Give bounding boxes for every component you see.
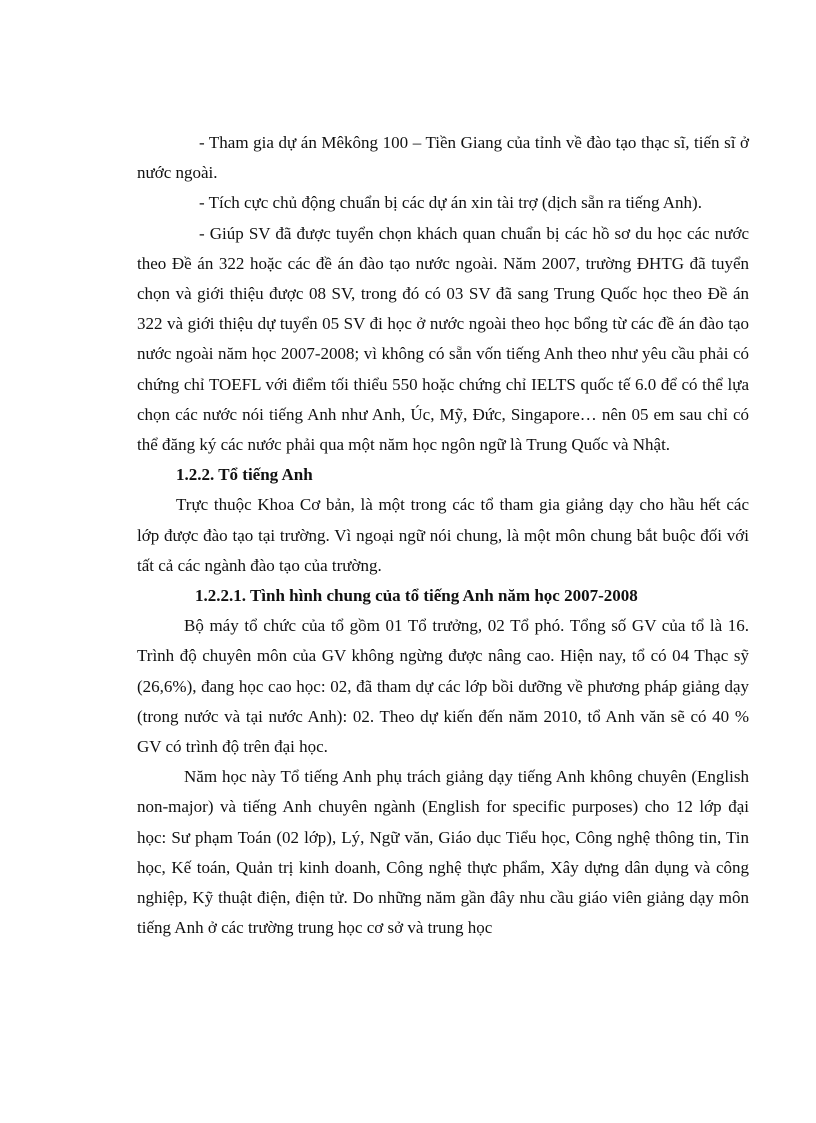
paragraph-study-abroad: - Giúp SV đã được tuyển chọn khách quan chuẩn bị các hồ sơ du học các nước theo Đề án 322 hoặc các đề án đào tạo nước ngoài. Năm 2007, trường ĐHTG đã tuyển chọn và giới thiệu được 08 SV, trong đó có 03 SV đã sang Trung Quốc học theo Đề án 322 và giới thiệu dự tuyển 05 SV đi học ở nước ngoài theo học bổng từ các đề án đào tạo nước ngoài năm học 2007-2008; vì không có sẵn vốn tiếng Anh theo như yêu cầu phải có chứng chỉ TOEFL với điểm tối thiểu 550 hoặc chứng chỉ IELTS quốc tế 6.0 để có thể lựa chọn các nước nói tiếng Anh như Anh, Úc, Mỹ, Đức, Singapore… nên 05 em sau chỉ có thể đăng ký các nước phải qua một năm học ngôn ngữ là Trung Quốc và Nhật. [137, 223, 749, 455]
subsection-heading-general-situation: 1.2.2.1. Tình hình chung của tổ tiếng Anh năm học 2007-2008 [195, 586, 638, 606]
paragraph-mekong-project: - Tham gia dự án Mêkông 100 – Tiền Giang của tỉnh về đào tạo thạc sĩ, tiến sĩ ở nước ngoài. [137, 133, 749, 183]
paragraph-english-group-intro: Trực thuộc Khoa Cơ bản, là một trong các tổ tham gia giảng dạy cho hầu hết các lớp được đào tạo tại trường. Vì ngoại ngữ nói chung, là một môn chung bắt buộc đối với tất cả các ngành đào tạo của trường. [137, 495, 749, 575]
paragraph-funding-projects: - Tích cực chủ động chuẩn bị các dự án xin tài trợ (dịch sẵn ra tiếng Anh). [199, 193, 702, 213]
paragraph-teaching-duties: Năm học này Tổ tiếng Anh phụ trách giảng dạy tiếng Anh không chuyên (English non-major) và tiếng Anh chuyên ngành (English for specific purposes) cho 12 lớp đại học: Sư phạm Toán (02 lớp), Lý, Ngữ văn, Giáo dục Tiểu học, Công nghệ thông tin, Tin học, Kế toán, Quản trị kinh doanh, Công nghệ thực phẩm, Xây dựng dân dụng và công nghiệp, Kỹ thuật điện, điện tử. Do những năm gần đây nhu cầu giáo viên giảng dạy môn tiếng Anh ở các trường trung học cơ sở và trung học [137, 767, 749, 938]
document-page [137, 128, 749, 943]
section-heading-english-group: 1.2.2. Tổ tiếng Anh [176, 465, 313, 485]
paragraph-organization: Bộ máy tổ chức của tổ gồm 01 Tổ trưởng, 02 Tổ phó. Tổng số GV của tổ là 16. Trình độ chuyên môn của GV không ngừng được nâng cao. Hiện nay, tổ có 04 Thạc sỹ (26,6%), đang học cao học: 02, đã tham dự các lớp bồi dưỡng về phương pháp giảng dạy (trong nước và tại nước Anh): 02. Theo dự kiến đến năm 2010, tổ Anh văn sẽ có 40 % GV có trình độ trên đại học. [137, 616, 749, 757]
